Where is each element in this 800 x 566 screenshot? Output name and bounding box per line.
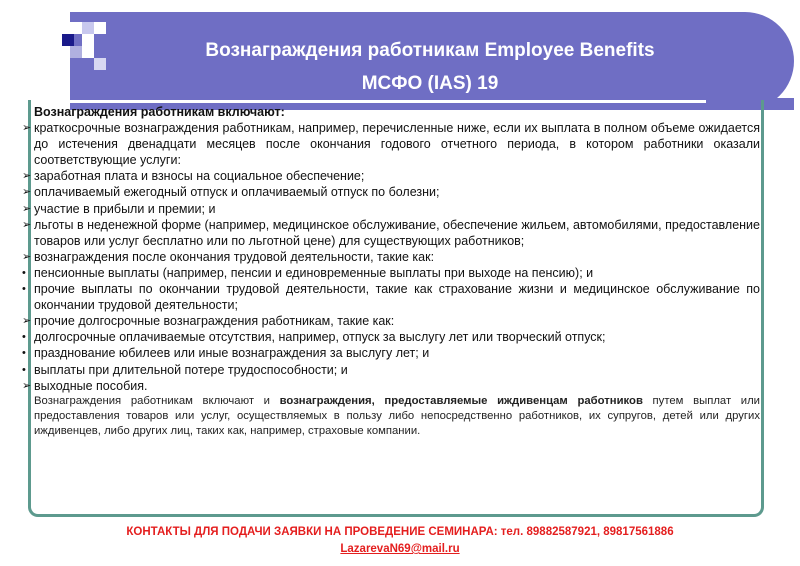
content-body <box>22 104 760 439</box>
list-item <box>22 217 760 249</box>
list-item-text: празднование юбилеев или иные вознаграждения за выслугу лет; и <box>34 346 430 361</box>
list-item-text: заработная плата и взносы на социальное обеспечение; <box>34 169 365 184</box>
note-bold-text: вознаграждения, предоставляемые иждивенцам работников <box>279 394 643 407</box>
list-item <box>22 249 760 265</box>
footer-contacts: КОНТАКТЫ ДЛЯ ПОДАЧИ ЗАЯВКИ НА ПРОВЕДЕНИЕ СЕМИНАРА: тел. 89882587921, 89817561886 <box>126 526 674 538</box>
bullet-icon: • <box>22 363 26 376</box>
list-item <box>22 281 760 313</box>
arrow-bullet-icon: ➢ <box>22 250 32 263</box>
list-item <box>22 265 760 281</box>
slide-subtitle: МСФО (IAS) 19 <box>361 73 499 94</box>
bullet-icon: • <box>22 283 26 296</box>
bullet-icon: • <box>22 347 26 360</box>
benefits-list <box>22 120 760 394</box>
list-item-text: оплачиваемый ежегодный отпуск и оплачиваемый отпуск по болезни; <box>34 185 440 200</box>
arrow-bullet-icon: ➢ <box>22 170 32 183</box>
list-item <box>22 184 760 200</box>
arrow-bullet-icon: ➢ <box>22 186 32 199</box>
arrow-bullet-icon: ➢ <box>22 218 32 231</box>
list-item-text: пенсионные выплаты (например, пенсии и единовременные выплаты при выходе на пенсию); и <box>34 265 594 280</box>
bullet-icon: • <box>22 266 26 279</box>
logo-squares-icon <box>62 22 122 72</box>
list-item-text: прочие выплаты по окончании трудовой деятельности, такие как страхование жизни и медицинское обслуживание по окончании трудовой деятельности; <box>34 282 760 313</box>
list-item <box>22 345 760 361</box>
note-text-2: путем выплат или предоставления товаров или услуг, осуществляемых в пользу либо непосредственно работников, их супругов, детей или других иждивенцев, либо других лиц, таких как, например, страховые компании. <box>34 394 760 437</box>
content-heading: Вознаграждения работникам включают: <box>34 105 285 119</box>
note-paragraph <box>22 394 760 439</box>
note-text-1: Вознаграждения работникам включают и <box>34 394 280 407</box>
arrow-bullet-icon: ➢ <box>22 122 32 135</box>
list-item-text: вознаграждения после окончания трудовой деятельности, такие как: <box>34 249 435 264</box>
slide-title: Вознаграждения работникам Employee Benefits <box>205 40 655 61</box>
list-item-text: выходные пособия. <box>34 378 148 393</box>
footer-email-link[interactable]: LazarevaN69@mail.ru <box>340 543 460 555</box>
arrow-bullet-icon: ➢ <box>22 315 32 328</box>
list-item-text: льготы в неденежной форме (например, медицинское обслуживание, обеспечение жильем, автомобилями, предоставление товаров или услуг бесплатно или по льготной цене) для существующих работников; <box>34 217 760 248</box>
list-item <box>22 120 760 168</box>
list-item <box>22 362 760 378</box>
list-item <box>22 201 760 217</box>
list-item-text: выплаты при длительной потере трудоспособности; и <box>34 362 348 377</box>
list-item-text: краткосрочные вознаграждения работникам, например, перечисленные ниже, если их выплата в полном объеме ожидается до истечения двенадцати месяцев после окончания годового отчетного периода, в котором работники оказали соответствующие услуги: <box>34 121 760 168</box>
list-item <box>22 168 760 184</box>
list-item-text: долгосрочные оплачиваемые отсутствия, например, отпуск за выслугу лет или творческий отпуск; <box>34 330 606 345</box>
list-item-text: участие в прибыли и премии; и <box>34 201 216 216</box>
arrow-bullet-icon: ➢ <box>22 202 32 215</box>
list-item <box>22 329 760 345</box>
list-item <box>22 378 760 394</box>
arrow-bullet-icon: ➢ <box>22 379 32 392</box>
list-item-text: прочие долгосрочные вознаграждения работникам, такие как: <box>34 314 395 329</box>
list-item <box>22 313 760 329</box>
bullet-icon: • <box>22 331 26 344</box>
